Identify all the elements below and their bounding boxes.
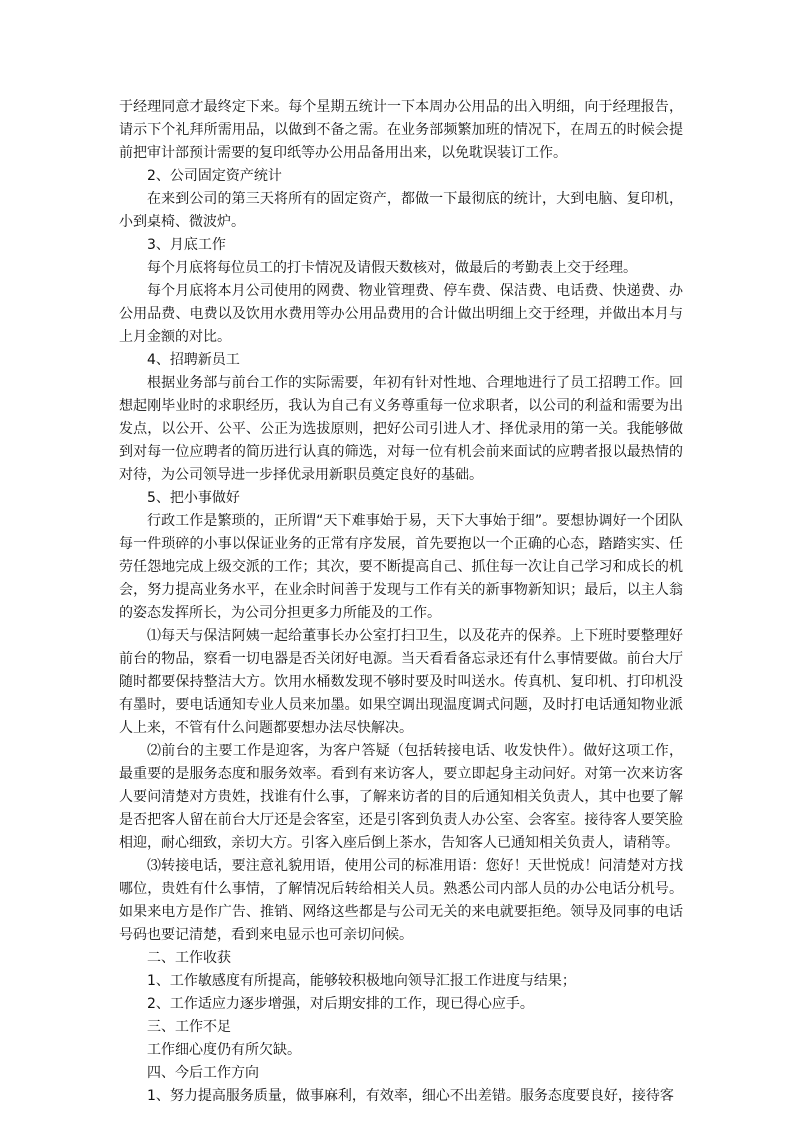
heading-recruitment: 4、招聘新员工 [147, 352, 240, 368]
paragraph-office-supplies-continued: 于经理同意才最终定下来。每个星期五统计一下本周办公用品的出入明细，向于经理报告，请示下个礼拜所需用品，以做到不备之需。在业务部频繁加班的情况下，在周五的时候会提前把审计部预计需要的复印纸等办公用品备用出来，以免耽误装订工作。 [119, 99, 683, 161]
paragraph-admin-work: 行政工作是繁琐的，正所谓“天下难事始于易，天下大事始于细”。要想协调好一个团队每一件琐碎的小事以保证业务的正常有序发展，首先要抱以一个正确的心态，踏踏实实、任劳任怨地完成上级交派的工作；其次，要不断提高自己、抓住每一次让自己学习和成长的机会，努力提高业务水平，在业余时间善于发现与工作有关的新事物新知识；最后，以主人翁的姿态发挥所长，为公司分担更多力所能及的工作。 [119, 513, 683, 621]
heading-small-things: 5、把小事做好 [147, 490, 240, 506]
list-item-gain-1: 1、工作敏感度有所提高，能够较积极地向领导汇报工作进度与结果； [147, 973, 576, 989]
paragraph-shortcomings: 工作细心度仍有所欠缺。 [147, 1042, 301, 1058]
heading-work-gains: 二、工作收获 [147, 950, 231, 966]
heading-month-end: 3、月底工作 [147, 237, 226, 253]
document-body [119, 96, 683, 1108]
paragraph-reception: ⑵前台的主要工作是迎客，为客户答疑（包括转接电话、收发快件）。做好这项工作，最重要的是服务态度和服务效率。看到有来访客人，要立即起身主动问好。对第一次来访客人要问清楚对方贵姓，找谁有什么事，了解来访者的目的后通知相关负责人，其中也要了解是否把客人留在前台大厅还是会客室，还是引客到负责人办公室、会客室。接待客人要笑脸相迎，耐心细致，亲切大方。引客入座后倒上茶水，告知客人已通知相关负责人，请稍等。 [119, 743, 683, 851]
list-item-future-1: 1、努力提高服务质量，做事麻利，有效率，细心不出差错。服务态度要良好，接待客 [147, 1088, 674, 1104]
paragraph-phone-transfer: ⑶转接电话，要注意礼貌用语，使用公司的标准用语：您好！天世悦成！问清楚对方找哪位，贵姓有什么事情，了解情况后转给相关人员。熟悉公司内部人员的办公电话分机号。如果来电方是作广告、推销、网络这些都是与公司无关的来电就要拒绝。领导及同事的电话号码也要记清楚，看到来电显示也可亲切问候。 [119, 858, 683, 943]
paragraph-attendance: 每个月底将每位员工的打卡情况及请假天数核对，做最后的考勤表上交于经理。 [147, 260, 637, 276]
paragraph-fixed-assets: 在来到公司的第三天将所有的固定资产，都做一下最彻底的统计，大到电脑、复印机，小到桌椅、微波炉。 [119, 191, 683, 230]
paragraph-recruitment: 根据业务部与前台工作的实际需要，年初有针对性地、合理地进行了员工招聘工作。回想起刚毕业时的求职经历，我认为自己有义务尊重每一位求职者，以公司的利益和需要为出发点，以公开、公平、公正为选拔原则，把好公司引进人才、择优录用的第一关。我能够做到对每一位应聘者的简历进行认真的筛选，对每一位有机会前来面试的应聘者报以最热情的对待，为公司领导进一步择优录用新职员奠定良好的基础。 [119, 375, 683, 483]
heading-fixed-assets: 2、公司固定资产统计 [147, 168, 282, 184]
paragraph-monthly-expenses: 每个月底将本月公司使用的网费、物业管理费、停车费、保洁费、电话费、快递费、办公用品费、电费以及饮用水费用等办公用品费用的合计做出明细上交于经理，并做出本月与上月金额的对比。 [119, 283, 683, 345]
paragraph-daily-duties: ⑴每天与保洁阿姨一起给董事长办公室打扫卫生，以及花卉的保养。上下班时要整理好前台的物品，察看一切电器是否关闭好电源。当天看看备忘录还有什么事情要做。前台大厅随时都要保持整洁大方。饮用水桶数发现不够时要及时叫送水。传真机、复印机、打印机没有墨时，要电话通知专业人员来加墨。如果空调出现温度调式问题，及时打电话通知物业派人上来，不管有什么问题都要想办法尽快解决。 [119, 628, 683, 736]
heading-shortcomings: 三、工作不足 [147, 1019, 231, 1035]
list-item-gain-2: 2、工作适应力逐步增强，对后期安排的工作，现已得心应手。 [147, 996, 534, 1012]
heading-future-direction: 四、今后工作方向 [147, 1065, 259, 1081]
